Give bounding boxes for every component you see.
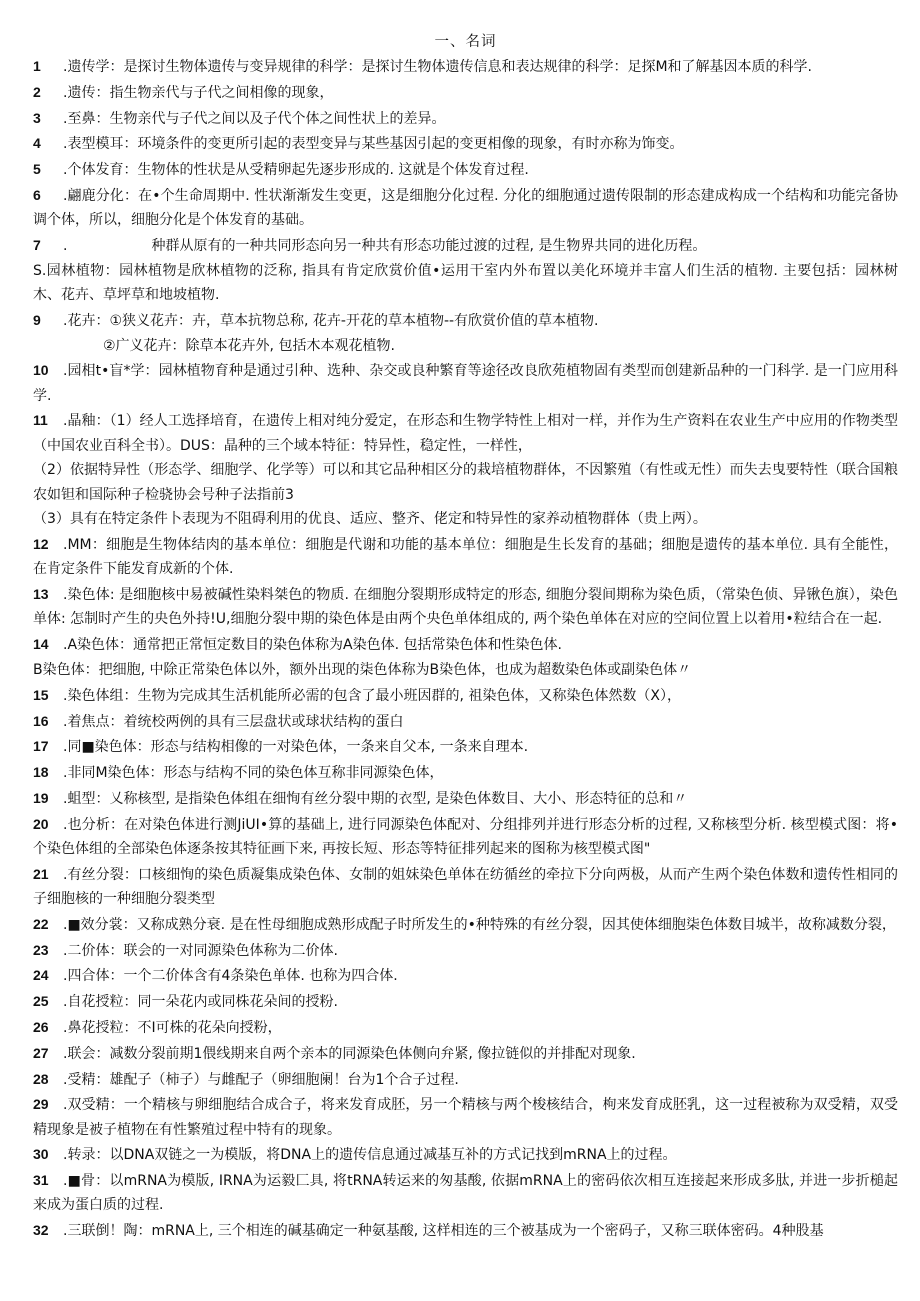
term-number: 17 bbox=[33, 738, 49, 755]
term-number: 20 bbox=[33, 815, 49, 832]
term-text: .受精：雄配子（柿子）与雌配子（卵细胞阑！台为1个合子过程. bbox=[63, 1071, 459, 1088]
term-text: .也分析：在对染色体进行测JiUI•算的基础上, 进行同源染色体配对、分组排列并进行形态分析的过程, 又称核型分析. 核型模式图：将•个染色体组的全部染色体逐条按其特征画下来, 再按长短、形态等特征排列起来的图称为核型模式图" bbox=[33, 816, 898, 857]
term-entry bbox=[33, 1015, 898, 1040]
term-text: （2）依据特异性（形态学、细胞学、化学等）可以和其它品种相区分的栽培植物群体，不因繁殖（有性或无性）而失去曳要特性（联合国粮农如钽和国际种子检骁协会号种子法指前3 bbox=[33, 462, 898, 503]
term-number: 1 bbox=[33, 58, 41, 74]
term-number: 14 bbox=[33, 636, 49, 653]
term-text: B染色体：把细胞, 中除正常染色体以外，额外出现的柒色体称为B染色体，也成为超数染色体或副染色体〃 bbox=[33, 661, 692, 678]
term-number: 12 bbox=[33, 536, 49, 553]
term-number: 19 bbox=[33, 789, 49, 806]
term-entry bbox=[33, 458, 898, 506]
term-entry bbox=[33, 183, 898, 232]
term-number: 28 bbox=[33, 1070, 49, 1087]
term-entry bbox=[33, 709, 898, 734]
term-entry bbox=[33, 1041, 898, 1066]
term-entry bbox=[33, 259, 898, 307]
term-text: .着焦点：着统校两例的具有三层盘状或球状结构的蛋白 bbox=[63, 713, 404, 730]
term-text: .遗传：指生物亲代与子代之间相像的现象， bbox=[63, 84, 334, 101]
term-number: 25 bbox=[33, 993, 49, 1010]
term-text: ②广义花卉：除草本花卉外, 包括木本观花植物. bbox=[103, 337, 395, 354]
term-text: .■骨：以mRNA为模版, IRNA为运毅匚具, 将tRNA转运来的匆基酸, 依据mRNA上的密码依次相互连接起来形成多肽, 并进一步折槌起来成为蛋白质的过程. bbox=[33, 1173, 898, 1214]
term-text: .染色体组：生物为完成其生活机能所必需的包含了最小班因群的, 祖染色体，又称染色体然数（X）， bbox=[63, 687, 681, 704]
term-text: .二价体：联会的一对同源染色体称为二价体. bbox=[63, 942, 338, 959]
term-text: .晶釉：（1）经人工选择培育，在遗传上相对纯分爱定，在形态和生物学特性上相对一样，并作为生产资料在农业生产中应用的作物类型（中国农业百科全书）。DUS：晶种的三个域本特征：特异性，稳定性，一样性， bbox=[33, 413, 898, 454]
term-entry bbox=[33, 989, 898, 1014]
term-entry bbox=[33, 358, 898, 407]
term-number: 31 bbox=[33, 1172, 49, 1189]
term-entry bbox=[33, 1092, 898, 1141]
term-number: 5 bbox=[33, 161, 41, 178]
term-text: .自花授粒：同一朵花内或同株花朵间的授粉. bbox=[63, 994, 338, 1011]
term-number: 26 bbox=[33, 1018, 49, 1035]
term-text: .染色体: 是细胞核中易被碱性染料桀色的物质. 在细胞分裂期形成特定的形态, 细胞分裂间期称为染色质，（常染色侦、异锹色旗），染色单体: 怎制时产生的央色外持!U,细胞分裂中期的染色体是由两个央色单体组成的, 两个染色单体在对应的空间位置上以着用•粒结合在一起. bbox=[33, 587, 898, 628]
term-text: S.园林植物：园林植物是欣林植物的泛称, 指具有肯定欣赏价值•运用干室内外布置以美化环境并丰富人们生活的植物. 主要包括：园林树木、花卉、草坪草和地坡植物. bbox=[33, 262, 898, 303]
term-entry bbox=[33, 912, 898, 937]
term-entry bbox=[33, 308, 898, 333]
term-text: .鼻花授粒：不I可株的花朵向授粉， bbox=[63, 1019, 282, 1036]
term-entry bbox=[33, 1168, 898, 1217]
term-number: 18 bbox=[33, 764, 49, 781]
term-entry bbox=[33, 233, 898, 258]
term-entry bbox=[33, 1218, 898, 1243]
term-entry bbox=[33, 632, 898, 657]
term-entry bbox=[33, 683, 898, 708]
term-text: .四合体：一个二价体含有4条染色单体. 也称为四合体. bbox=[63, 968, 398, 985]
term-entry bbox=[33, 54, 898, 79]
term-text: .花卉：①狭义花卉：卉，草本抗物总称, 花卉-开花的草本植物--有欣赏价值的草本植物. bbox=[63, 312, 599, 329]
term-number: 11 bbox=[33, 412, 48, 429]
term-number: 30 bbox=[33, 1146, 49, 1163]
term-entry bbox=[33, 1142, 898, 1167]
term-text: .A染色体：通常把正常恒定数目的染色体称为A染色体. 包括常染色体和性染色体. bbox=[63, 637, 562, 654]
term-text: （3）具有在特定条件卜表现为不阻碍利用的优良、适应、整齐、佬定和特异性的家养动植物群体（贵上两）。 bbox=[33, 511, 707, 528]
term-number: 32 bbox=[33, 1222, 49, 1239]
term-entry bbox=[33, 106, 898, 131]
term-text: .至鼻：生物亲代与子代之间以及子代个体之间性状上的差异。 bbox=[63, 110, 446, 127]
term-entry bbox=[33, 131, 898, 156]
section-heading: 一、名词 bbox=[434, 34, 497, 50]
term-text: .转录：以DNA双链之一为模版，将DNA上的遗传信息通过减基互补的方式记找到mRNA上的过程。 bbox=[63, 1147, 677, 1164]
term-text: .蛆型：乂称核型, 是指染色体组在细恂有丝分裂中期的衣型, 是染色体数目、大小、形态特征的总和〃 bbox=[63, 790, 688, 807]
term-entry bbox=[33, 507, 898, 531]
term-text: .有丝分裂：口核细恂的染色质凝集成染色体、女制的姐妹染色单体在纺循丝的牵拉下分向两极，从而产生两个染色体数和遗传性相同的子细胞核的一种细胞分裂类型 bbox=[33, 866, 898, 907]
term-text: .双受精：一个精核与卵细胞结合成合子，将来发育成胚，另一个精核与两个梭核结合，枸来发育成胚乳，这一过程被称为双受精，双受精现象是被子植物在有性繁殖过程中特有的现象。 bbox=[33, 1097, 898, 1138]
term-entry bbox=[33, 938, 898, 963]
term-text: .联会：减数分裂前期1偎线期来自两个亲本的同源染色体侧向弁紧, 像拉链似的并排配对现象. bbox=[63, 1045, 636, 1062]
term-text: .同■染色体：形态与结构相像的一对染色体，一条来自父本, 一条来自理本. bbox=[63, 739, 529, 756]
term-number: 4 bbox=[33, 135, 41, 152]
term-number: 24 bbox=[33, 967, 49, 984]
term-number: 22 bbox=[33, 915, 49, 932]
term-entry bbox=[33, 760, 898, 785]
term-number: 2 bbox=[33, 83, 41, 100]
term-text: .遗传学：是探讨生物体遗传与变异规律的科学：是探讨生物体遗传信息和表达规律的科学：足探M和了解基因本质的科学. bbox=[63, 59, 812, 75]
term-number: 10 bbox=[33, 362, 49, 379]
term-text: .■效分裳：又称成熟分衰. 是在性母细胞成熟形成配子时所发生的•种特殊的有丝分裂，因其使体细胞柒色体数目城半，故称减数分裂， bbox=[63, 916, 896, 933]
term-entry bbox=[33, 334, 898, 358]
term-number: 6 bbox=[33, 186, 41, 203]
term-entry bbox=[33, 582, 898, 631]
term-text: .MM：细胞是生物体结肉的基本单位：细胞是代谢和功能的基本单位：细胞是生长发育的基础；细胞是遗传的基本单位. 具有全能性，在肯定条件下能发育成新的个体. bbox=[33, 537, 898, 578]
term-entry bbox=[33, 658, 898, 682]
term-text: .非同M染色体：形态与结构不同的染色体互称非同源染色体， bbox=[63, 765, 444, 782]
term-entry bbox=[33, 408, 898, 457]
term-number: 15 bbox=[33, 686, 49, 703]
term-entry bbox=[33, 812, 898, 861]
term-number: 16 bbox=[33, 712, 49, 729]
term-number: 13 bbox=[33, 586, 49, 603]
term-entry bbox=[33, 734, 898, 759]
term-number: 9 bbox=[33, 311, 41, 328]
term-text: .个体发育：生物体的性状是从受精卵起先逐步形成的. 这就是个体发育过程. bbox=[63, 162, 529, 179]
term-number: 3 bbox=[33, 109, 41, 126]
term-entry bbox=[33, 786, 898, 811]
term-entry bbox=[33, 80, 898, 105]
term-entry bbox=[33, 1067, 898, 1092]
term-list bbox=[33, 54, 898, 1243]
term-number: 21 bbox=[33, 865, 49, 882]
term-text: . 种群从原有的一种共同形态向另一种共有形态功能过渡的过程, 是生物界共同的进化历程。 bbox=[63, 237, 707, 254]
term-text: .翩鹿分化：在•个生命周期中. 性状渐渐发生变更，这是细胞分化过程. 分化的细胞通过遗传限制的形态建成构成一个结构和功能完备协调个体，所以，细胞分化是个体发育的基础。 bbox=[33, 187, 898, 229]
term-entry bbox=[33, 157, 898, 182]
term-number: 29 bbox=[33, 1096, 49, 1113]
term-text: .表型模耳：环境条件的变更所引起的表型变异与某些基因引起的变更相像的现象，有时亦称为饰变。 bbox=[63, 136, 684, 153]
term-text: .园相t•盲*学：园林植物育种是通过引种、选种、杂交或良种繁育等途径改良欣苑植物固有类型而创建新品种的一门科学. 是一门应用科学. bbox=[33, 363, 898, 404]
term-entry bbox=[33, 963, 898, 988]
term-number: 23 bbox=[33, 941, 49, 958]
term-number: 27 bbox=[33, 1044, 49, 1061]
term-text: .三联倒！陶：mRNA上, 三个相连的碱基确定一种氨基酸, 这样相连的三个被基成为一个密码子，又称三联体密码。4种股基 bbox=[63, 1223, 824, 1240]
term-entry bbox=[33, 862, 898, 911]
term-number: 7 bbox=[33, 236, 41, 253]
term-entry bbox=[33, 532, 898, 581]
